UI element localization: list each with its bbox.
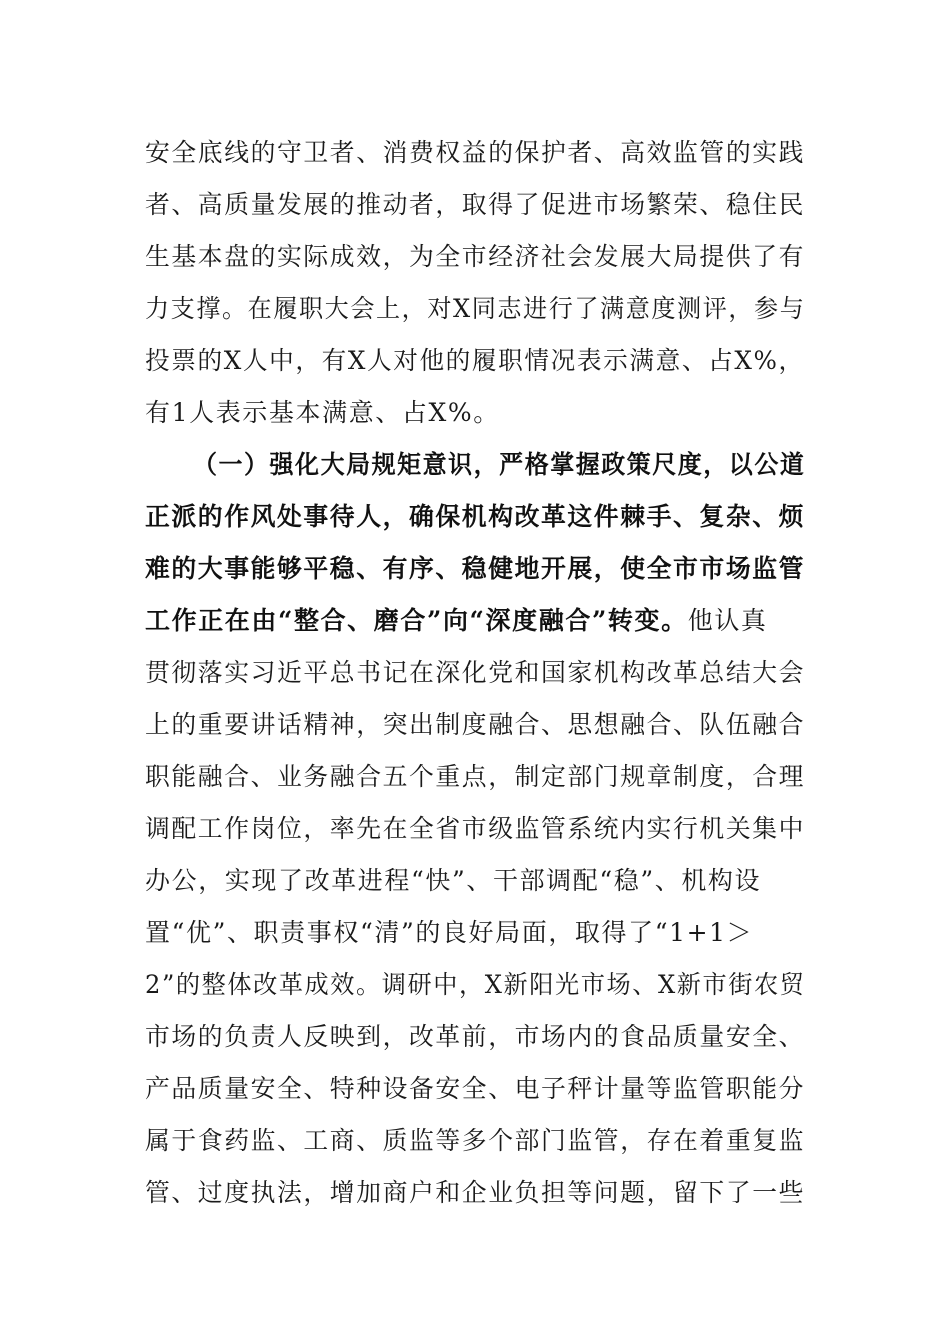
- paragraph-line: 管、过度执法，增加商户和企业负担等问题，留下了一些: [145, 1178, 806, 1207]
- paragraph-line: 办公，实现了改革进程“快”、干部调配“稳”、机构设: [145, 866, 762, 895]
- paragraph-line: 有1人表示基本满意、占X%。: [145, 398, 500, 427]
- paragraph-line: 市场的负责人反映到，改革前，市场内的食品质量安全、: [145, 1022, 806, 1051]
- section-heading-line: 难的大事能够平稳、有序、稳健地开展，使全市市场监管: [145, 554, 806, 583]
- paragraph-line: 产品质量安全、特种设备安全、电子秤计量等监管职能分: [145, 1074, 806, 1103]
- paragraph-line: 上的重要讲话精神，突出制度融合、思想融合、队伍融合: [145, 710, 806, 739]
- paragraph-line: 贯彻落实习近平总书记在深化党和国家机构改革总结大会: [145, 658, 806, 687]
- paragraph-line: 者、高质量发展的推动者，取得了促进市场繁荣、稳住民: [145, 190, 806, 219]
- paragraph-line: 置“优”、职责事权“清”的良好局面，取得了“1+1＞: [145, 918, 754, 947]
- paragraph-text: 他认真: [687, 606, 768, 635]
- mixed-line: [145, 595, 768, 647]
- paragraph-line: 安全底线的守卫者、消费权益的保护者、高效监管的实践: [145, 138, 806, 167]
- paragraph-line: 调配工作岗位，率先在全省市级监管系统内实行机关集中: [145, 814, 806, 843]
- paragraph-line: 2”的整体改革成效。调研中，X新阳光市场、X新市街农贸: [145, 970, 806, 999]
- paragraph-line: 属于食药监、工商、质监等多个部门监管，存在着重复监: [145, 1126, 806, 1155]
- section-heading-line: 工作正在由“整合、磨合”向“深度融合”转变。: [145, 606, 688, 635]
- paragraph-line: 生基本盘的实际成效，为全市经济社会发展大局提供了有: [145, 242, 806, 271]
- section-heading-line: （一）强化大局规矩意识，严格掌握政策尺度，以公道: [193, 450, 806, 479]
- section-heading-line: 正派的作风处事待人，确保机构改革这件棘手、复杂、烦: [145, 502, 806, 531]
- paragraph-line: 力支撑。在履职大会上，对X同志进行了满意度测评，参与: [145, 294, 806, 323]
- paragraph-line: 职能融合、业务融合五个重点，制定部门规章制度，合理: [145, 762, 806, 791]
- paragraph-line: 投票的X人中，有X人对他的履职情况表示满意、占X%，: [145, 346, 805, 375]
